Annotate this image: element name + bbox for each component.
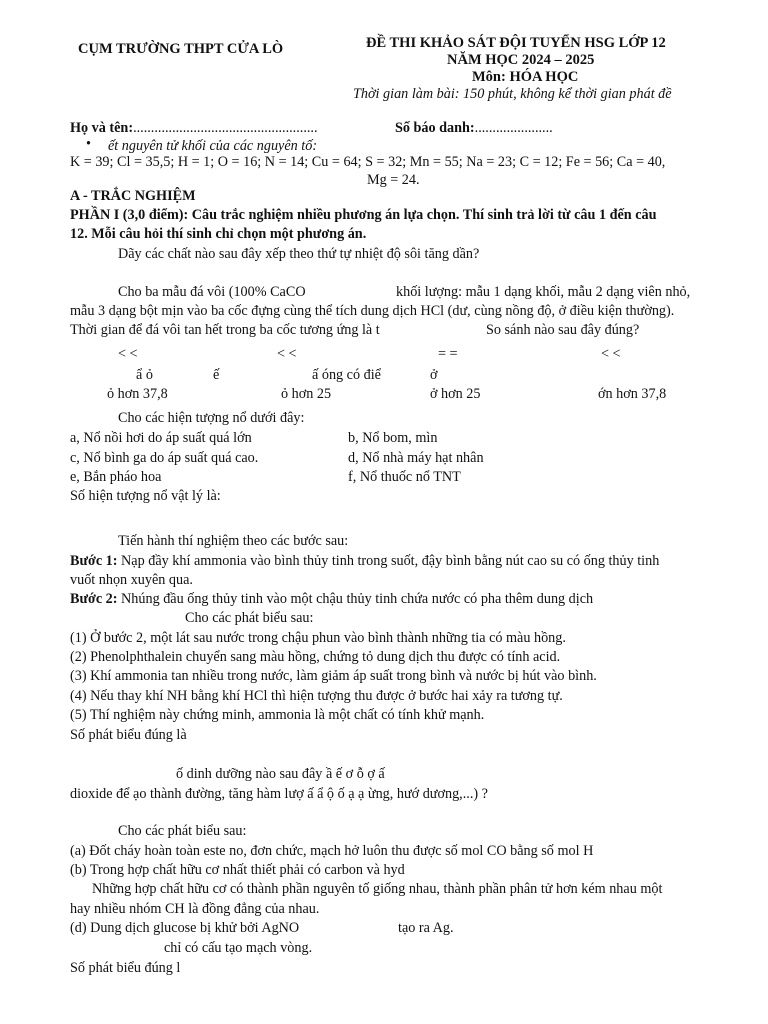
- q7-question: Số phát biểu đúng l: [70, 960, 181, 976]
- q3-fragment-2: ế: [213, 367, 220, 383]
- school-name: CỤM TRƯỜNG THPT CỬA LÒ: [78, 41, 284, 57]
- q4-item-f: f, Nổ thuốc nổ TNT: [348, 469, 461, 485]
- step2-label: Bước 2:: [70, 591, 118, 607]
- candidate-name-row: [70, 120, 318, 136]
- q3-option-a: ỏ hơn 37,8: [107, 386, 168, 402]
- q7-statement-d-a: (d) Dung dịch glucose bị khử bởi AgNO: [70, 920, 300, 936]
- q4-item-a: a, Nổ nồi hơi do áp suất quá lớn: [70, 430, 252, 446]
- step1-text: Nạp đầy khí ammonia vào bình thủy tinh trong suốt, đậy bình bằng nút cao su có ống thủy tinh: [117, 553, 660, 569]
- q3-fragment-4: ở: [430, 367, 438, 383]
- q7-statement-b: (b) Trong hợp chất hữu cơ nhất thiết phải có carbon và hyd: [70, 862, 405, 878]
- part1-title: PHẦN I (3,0 điểm): Câu trắc nghiệm nhiều phương án lựa chọn. Thí sinh trả lời từ câu 1 đến câu: [70, 207, 657, 223]
- atomic-heading: ết nguyên tử khối của các nguyên tố:: [108, 138, 318, 154]
- q3-option-d: ớn hơn 37,8: [598, 386, 667, 402]
- q2-line1a: Cho ba mẫu đá vôi (100% CaCO: [118, 284, 306, 300]
- q6-line1: ố dinh dưỡng nào sau đây ầ ế ơ ỗ ợ ấ: [176, 766, 385, 782]
- q2-line1b: khối lượng: mẫu 1 dạng khối, mẫu 2 dạng viên nhỏ,: [396, 284, 691, 300]
- q5-statement-4: (4) Nếu thay khí NH bằng khí HCl thì hiện tượng thu được ở bước hai xảy ra tương tự.: [70, 688, 563, 704]
- id-label: Số báo danh:: [395, 120, 475, 136]
- q7-intro: Cho các phát biểu sau:: [118, 823, 247, 839]
- q4-item-e: e, Bắn pháo hoa: [70, 469, 162, 485]
- q5-statement-2: (2) Phenolphthalein chuyển sang màu hồng, chứng tỏ dung dịch thu được có tính acid.: [70, 649, 561, 665]
- q3-option-c: ở hơn 25: [430, 386, 481, 402]
- name-dots: ....................................................: [133, 120, 318, 136]
- atomic-bullet: •: [86, 136, 91, 152]
- q5-step2: [70, 591, 593, 607]
- candidate-id-row: [395, 120, 553, 136]
- q3-fragment-1: ẩ ỏ: [136, 367, 153, 383]
- q5-question: Số phát biểu đúng là: [70, 727, 187, 743]
- q7-statement-d-b: tạo ra Ag.: [398, 920, 454, 936]
- q2-option-b: < <: [277, 346, 297, 362]
- step1-label: Bước 1:: [70, 553, 118, 569]
- q5-step1: [70, 553, 659, 569]
- q4-item-c: c, Nổ bình ga do áp suất quá cao.: [70, 450, 259, 466]
- q5-step2-cont: Cho các phát biểu sau:: [185, 610, 314, 626]
- section-a-title: A - TRẮC NGHIỆM: [70, 188, 196, 204]
- q2-option-a: < <: [118, 346, 138, 362]
- q4-item-b: b, Nổ bom, mìn: [348, 430, 438, 446]
- q3-option-b: ỏ hơn 25: [281, 386, 332, 402]
- q2-option-c: = =: [438, 346, 458, 362]
- q5-statement-3: (3) Khí ammonia tan nhiều trong nước, làm giảm áp suất trong bình và nước bị hút vào bình.: [70, 668, 597, 684]
- q4-item-d: d, Nổ nhà máy hạt nhân: [348, 450, 484, 466]
- q2-line2: mẫu 3 dạng bột mịn vào ba cốc đựng cùng thể tích dung dịch HCl (dư, cùng nồng độ, ở điều kiện thường).: [70, 303, 675, 319]
- name-label: Họ và tên:: [70, 120, 134, 136]
- q6-line2: dioxide để ạo thành đường, tăng hàm lượ ấ ẩ ộ ố ạ ạ ừng, hướ dương,...) ?: [70, 786, 488, 802]
- q3-fragment-3: ấ óng có điể: [312, 367, 381, 383]
- q5-statement-1: (1) Ở bước 2, một lát sau nước trong chậu phun vào bình thành những tia có màu hồng.: [70, 630, 566, 646]
- q4-intro: Cho các hiện tượng nổ dưới đây:: [118, 410, 305, 426]
- q5-intro: Tiến hành thí nghiệm theo các bước sau:: [118, 533, 349, 549]
- subject: Môn: HÓA HỌC: [472, 69, 579, 85]
- q4-question: Số hiện tượng nổ vật lý là:: [70, 488, 221, 504]
- school-year: NĂM HỌC 2024 – 2025: [447, 52, 595, 68]
- exam-duration: Thời gian làm bài: 150 phút, không kể thời gian phát đề: [353, 86, 672, 102]
- q2-line3b: So sánh nào sau đây đúng?: [486, 322, 640, 338]
- atomic-values-line2: Mg = 24.: [367, 172, 420, 188]
- atomic-values-line1: K = 39; Cl = 35,5; H = 1; O = 16; N = 14; Cu = 64; S = 32; Mn = 55; Na = 23; C = 12; Fe = 56; Ca = 40,: [70, 154, 666, 170]
- step2-text: Nhúng đầu ống thủy tinh vào một chậu thủy tinh chứa nước có pha thêm dung dịch: [117, 591, 594, 607]
- q2-option-d: < <: [601, 346, 621, 362]
- q7-statement-e: chỉ có cấu tạo mạch vòng.: [164, 940, 313, 956]
- part1-title-cont: 12. Mỗi câu hỏi thí sinh chỉ chọn một phương án.: [70, 226, 367, 242]
- q7-statement-c-line1: Những hợp chất hữu cơ có thành phần nguyên tố giống nhau, thành phần phân tử hơn kém nhau một: [92, 881, 663, 897]
- exam-title: ĐỀ THI KHẢO SÁT ĐỘI TUYỂN HSG LỚP 12: [366, 35, 666, 51]
- q7-statement-c-line2: hay nhiều nhóm CH là đồng đẳng của nhau.: [70, 901, 320, 917]
- id-dots: ......................: [474, 120, 553, 136]
- q2-line3a: Thời gian để đá vôi tan hết trong ba cốc tương ứng là t: [70, 322, 380, 338]
- q5-step1-cont: vuốt nhọn xuyên qua.: [70, 572, 193, 588]
- q1-text: Dãy các chất nào sau đây xếp theo thứ tự nhiệt độ sôi tăng dần?: [118, 246, 480, 262]
- q7-statement-a: (a) Đốt cháy hoàn toàn este no, đơn chức, mạch hở luôn thu được số mol CO bằng số mol H: [70, 843, 594, 859]
- q5-statement-5: (5) Thí nghiệm này chứng minh, ammonia là một chất có tính khử mạnh.: [70, 707, 485, 723]
